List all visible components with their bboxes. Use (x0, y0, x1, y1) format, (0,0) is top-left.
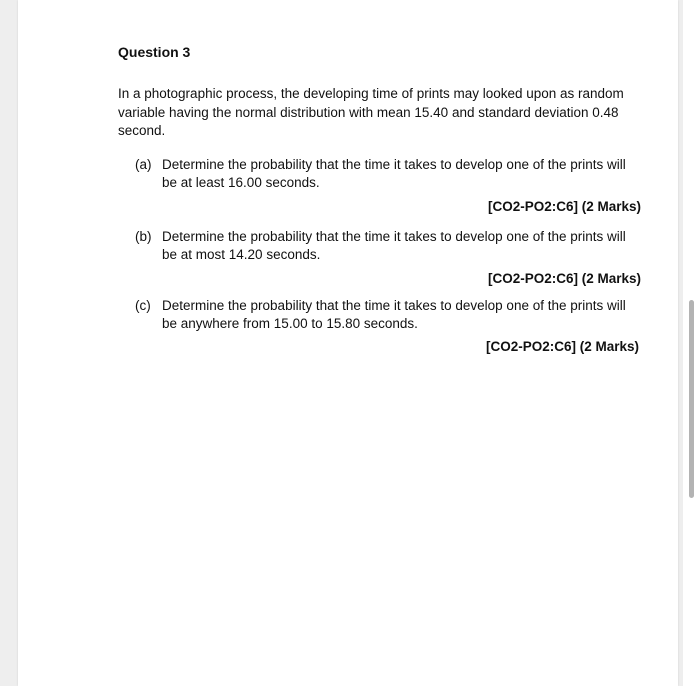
question-title: Question 3 (118, 44, 191, 60)
part-marks: [CO2-PO2:C6] (2 Marks) (487, 199, 641, 214)
question-part-b (135, 228, 645, 288)
part-marks: [CO2-PO2:C6] (2 Marks) (487, 271, 641, 286)
part-label: (b) (135, 229, 152, 244)
part-label: (a) (135, 157, 152, 172)
part-marks: [CO2-PO2:C6] (2 Marks) (485, 339, 639, 354)
question-part-c (135, 297, 645, 356)
part-text: Determine the probability that the time it takes to develop one of the prints will be at most 14.20 seconds. (162, 229, 626, 262)
part-text: Determine the probability that the time it takes to develop one of the prints will be at least 16.00 seconds. (162, 157, 626, 190)
part-text: Determine the probability that the time it takes to develop one of the prints will be anywhere from 15.00 to 15.80 seconds. (162, 298, 626, 331)
part-label: (c) (135, 298, 151, 313)
scrollbar-thumb[interactable] (689, 300, 694, 498)
question-intro: In a photographic process, the developing time of prints may looked upon as random variable having the normal distribution with mean 15.40 and standard deviation 0.48 second. (118, 86, 624, 138)
question-part-a (135, 156, 645, 216)
